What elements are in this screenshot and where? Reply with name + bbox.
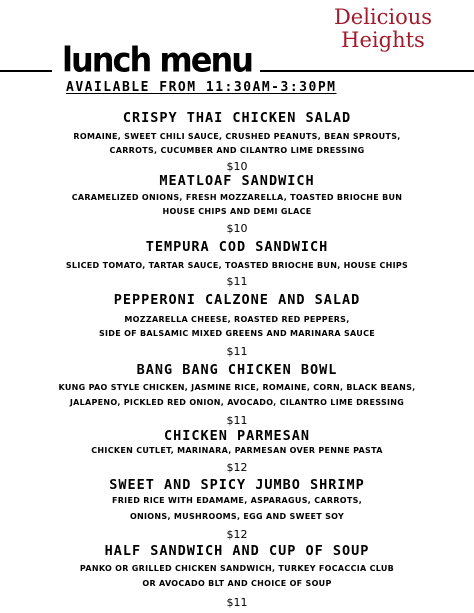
menu-item-description: JALAPENO, PICKLED RED ONION, AVOCADO, CILANTRO LIME DRESSING xyxy=(69,398,405,407)
menu-item-name: BANG BANG CHICKEN BOWL xyxy=(136,362,338,378)
menu-item-name: PEPPERONI CALZONE AND SALAD xyxy=(113,292,361,308)
menu-item-price: $12 xyxy=(226,528,248,541)
menu-item-name: HALF SANDWICH AND CUP OF SOUP xyxy=(104,543,370,559)
menu-item-price: $11 xyxy=(226,275,248,288)
menu-item-description: ROMAINE, SWEET CHILI SAUCE, CRUSHED PEANUTS, BEAN SPROUTS, xyxy=(73,132,401,141)
availability-hours: AVAILABLE FROM 11:30AM-3:30PM xyxy=(66,80,337,95)
menu-item-description: ONIONS, MUSHROOMS, EGG AND SWEET SOY xyxy=(129,512,345,521)
menu-item-name: MEATLOAF SANDWICH xyxy=(159,173,315,189)
header-rule-left xyxy=(0,70,52,72)
menu-item-description: CARROTS, CUCUMBER AND CILANTRO LIME DRESSING xyxy=(109,146,365,155)
menu-item-description: CHICKEN CUTLET, MARINARA, PARMESAN OVER PENNE PASTA xyxy=(91,446,383,455)
menu-item-description: HOUSE CHIPS AND DEMI GLACE xyxy=(162,207,312,216)
menu-item-name: TEMPURA COD SANDWICH xyxy=(145,239,329,255)
menu-item-name: SWEET AND SPICY JUMBO SHRIMP xyxy=(109,477,365,493)
menu-item-description: KUNG PAO STYLE CHICKEN, JASMINE RICE, ROMAINE, CORN, BLACK BEANS, xyxy=(58,383,416,392)
menu-item-description: SIDE OF BALSAMIC MIXED GREENS AND MARINARA SAUCE xyxy=(98,329,376,338)
menu-item-price: $11 xyxy=(226,596,248,609)
menu-item-name: CHICKEN PARMESAN xyxy=(163,428,311,444)
brand-line-2: Heights xyxy=(341,28,425,52)
menu-item-name: CRISPY THAI CHICKEN SALAD xyxy=(122,110,352,126)
brand-logo xyxy=(318,6,448,52)
menu-item-price: $10 xyxy=(226,222,248,235)
menu-item-description: CARAMELIZED ONIONS, FRESH MOZZARELLA, TOASTED BRIOCHE BUN xyxy=(71,193,403,202)
menu-item-description: PANKO OR GRILLED CHICKEN SANDWICH, TURKEY FOCACCIA CLUB xyxy=(79,564,395,573)
header-rule-right xyxy=(260,70,474,72)
menu-item-price: $11 xyxy=(226,345,248,358)
menu-item-description: FRIED RICE WITH EDAMAME, ASPARAGUS, CARROTS, xyxy=(111,496,363,505)
menu-item-description: SLICED TOMATO, TARTAR SAUCE, TOASTED BRIOCHE BUN, HOUSE CHIPS xyxy=(65,261,409,270)
menu-item-description: MOZZARELLA CHEESE, ROASTED RED PEPPERS, xyxy=(124,315,350,324)
menu-item-description: OR AVOCADO BLT AND CHOICE OF SOUP xyxy=(142,579,332,588)
brand-line-1: Delicious xyxy=(333,5,433,29)
page-title: lunch menu xyxy=(62,40,253,80)
menu-item-price: $10 xyxy=(226,160,248,173)
menu-item-price: $11 xyxy=(226,414,248,427)
menu-item-price: $12 xyxy=(226,461,248,474)
